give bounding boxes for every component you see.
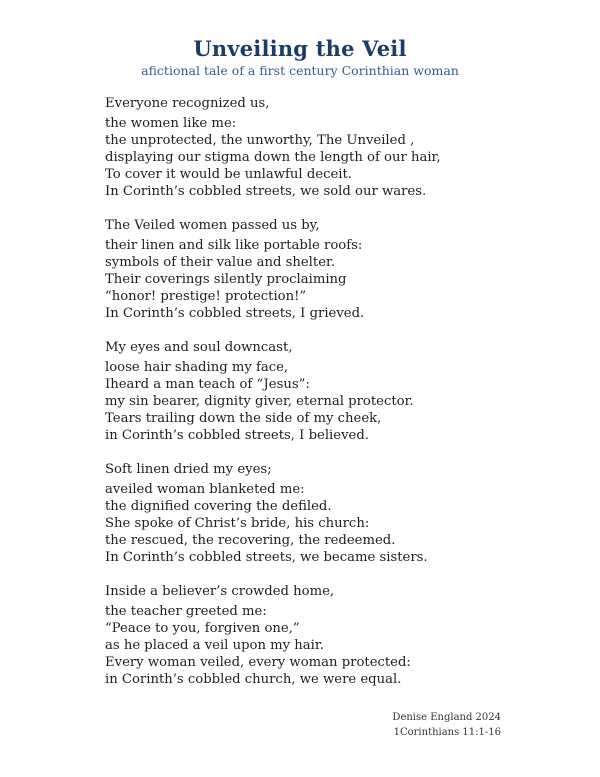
poem-line: Inside a believer’s crowded home, xyxy=(105,584,335,599)
poem-body xyxy=(105,95,565,688)
stanza-4 xyxy=(105,461,565,566)
poem-line: She spoke of Christ’s bride, his church: xyxy=(105,516,370,531)
poem-line: in Corinth’s cobbled streets, I believed. xyxy=(105,428,369,443)
poem-line: In Corinth’s cobbled streets, we sold our wares. xyxy=(105,184,427,199)
poem-line: the dignified covering the defiled. xyxy=(105,499,332,514)
poem-line: “Peace to you, forgiven one,” xyxy=(105,621,300,636)
stanza-2 xyxy=(105,217,565,322)
author-credit: Denise England 2024 xyxy=(392,712,501,723)
poem-line: the unprotected, the unworthy, The Unveiled , xyxy=(105,133,415,148)
poem-subtitle: afictional tale of a first century Corinthian woman xyxy=(141,63,459,78)
poem-line: “honor! prestige! protection!” xyxy=(105,289,307,304)
poem-line: loose hair shading my face, xyxy=(105,360,289,375)
poem-line: To cover it would be unlawful deceit. xyxy=(105,167,352,182)
scripture-reference: 1Corinthians 11:1-16 xyxy=(393,727,501,738)
poem-line: their linen and silk like portable roofs: xyxy=(105,238,363,253)
poem-line: symbols of their value and shelter. xyxy=(105,255,336,270)
poem-line: Every woman veiled, every woman protected: xyxy=(105,655,411,670)
stanza-1 xyxy=(105,95,565,200)
poem-line: Their coverings silently proclaiming xyxy=(105,272,347,287)
poem-line: in Corinth’s cobbled church, we were equal. xyxy=(105,672,402,687)
stanza-3 xyxy=(105,339,565,444)
poem-line: The Veiled women passed us by, xyxy=(105,218,320,233)
poem-line: the teacher greeted me: xyxy=(105,604,267,619)
poem-line: In Corinth’s cobbled streets, I grieved. xyxy=(105,306,365,321)
signature-block xyxy=(392,710,501,740)
poem-line: My eyes and soul downcast, xyxy=(105,340,293,355)
poem-line: Iheard a man teach of “Jesus”: xyxy=(105,377,310,392)
poem-line: Soft linen dried my eyes; xyxy=(105,462,272,477)
poem-line: as he placed a veil upon my hair. xyxy=(105,638,324,653)
poem-line: In Corinth’s cobbled streets, we became sisters. xyxy=(105,550,428,565)
poem-line: aveiled woman blanketed me: xyxy=(105,482,305,497)
poem-title: Unveiling the Veil xyxy=(193,36,407,61)
poem-line: Tears trailing down the side of my cheek, xyxy=(105,411,382,426)
poem-line: my sin bearer, dignity giver, eternal protector. xyxy=(105,394,414,409)
poem-line: Everyone recognized us, xyxy=(105,96,270,111)
stanza-5 xyxy=(105,583,565,688)
poem-line: the rescued, the recovering, the redeemed. xyxy=(105,533,396,548)
poem-line: the women like me: xyxy=(105,116,237,131)
poem-line: displaying our stigma down the length of our hair, xyxy=(105,150,441,165)
